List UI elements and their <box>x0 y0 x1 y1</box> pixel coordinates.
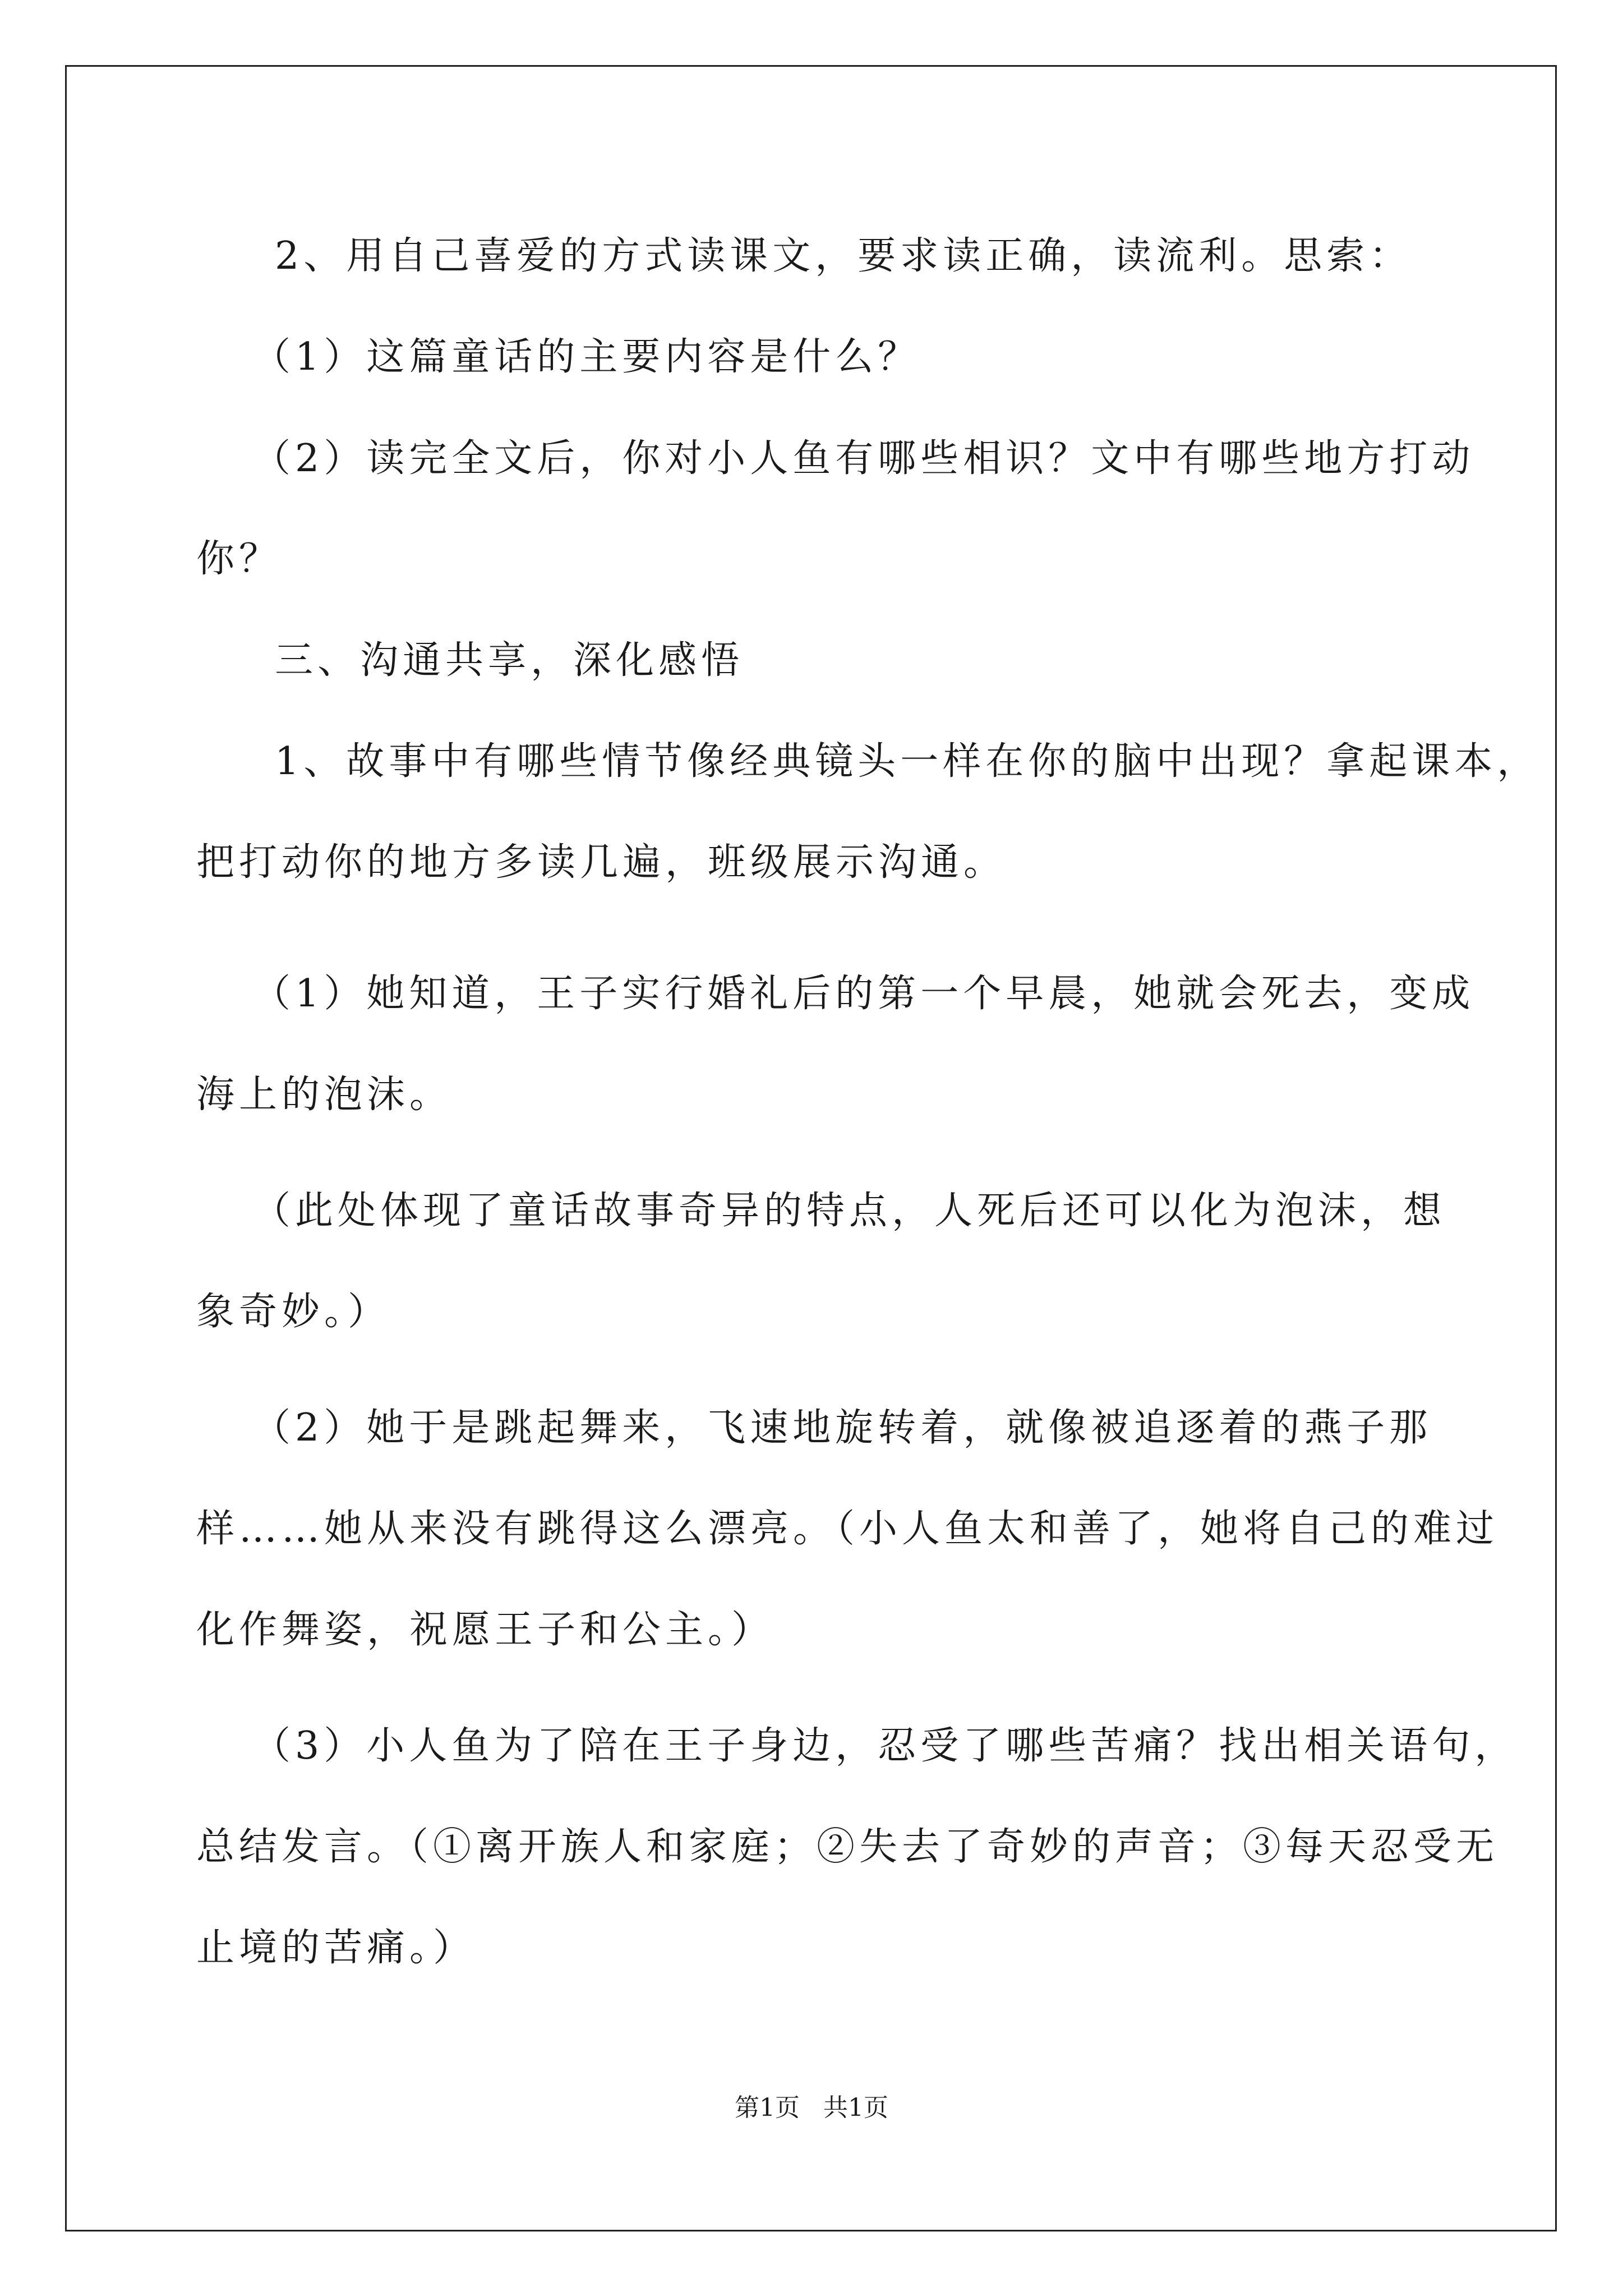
paragraph-line: （此处体现了童话故事奇异的特点，人死后还可以化为泡沫，想 <box>252 1189 1446 1233</box>
page-border <box>65 65 1557 2231</box>
paragraph-line: （2）她于是跳起舞来，飞速地旋转着，就像被追逐着的燕子那 <box>252 1406 1432 1450</box>
paragraph-line: 海上的泡沫。 <box>196 1073 453 1117</box>
paragraph-line: 2、用自己喜爱的方式读课文，要求读正确，读流利。思索： <box>275 234 1412 278</box>
paragraph-line: （2）读完全文后，你对小人鱼有哪些相识？文中有哪些地方打动 <box>252 436 1475 481</box>
paragraph-line: 象奇妙。） <box>196 1290 391 1334</box>
paragraph-line: 化作舞姿，祝愿王子和公主。） <box>196 1608 774 1652</box>
paragraph-line: （1）她知道，王子实行婚礼后的第一个早晨，她就会死去，变成 <box>252 972 1475 1016</box>
section-heading: 三、沟通共享，深化感悟 <box>275 638 744 683</box>
paragraph-line: 样……她从来没有跳得这么漂亮。（小人鱼太和善了，她将自己的难过 <box>196 1507 1499 1551</box>
paragraph-line: （1）这篇童话的主要内容是什么？ <box>252 335 921 379</box>
paragraph-line: 1、故事中有哪些情节像经典镜头一样在你的脑中出现？拿起课本， <box>275 739 1540 784</box>
paragraph-line: 总结发言。（①离开族人和家庭；②失去了奇妙的声音；③每天忍受无 <box>196 1825 1499 1869</box>
paragraph-line: 把打动你的地方多读几遍，班级展示沟通。 <box>196 840 1007 885</box>
page-number-footer: 第1页 共1页 <box>735 2093 888 2122</box>
paragraph-line: （3）小人鱼为了陪在王子身边，忍受了哪些苦痛？找出相关语句， <box>252 1724 1518 1768</box>
paragraph-line: 止境的苦痛。） <box>196 1926 476 1970</box>
paragraph-line: 你？ <box>196 537 282 581</box>
